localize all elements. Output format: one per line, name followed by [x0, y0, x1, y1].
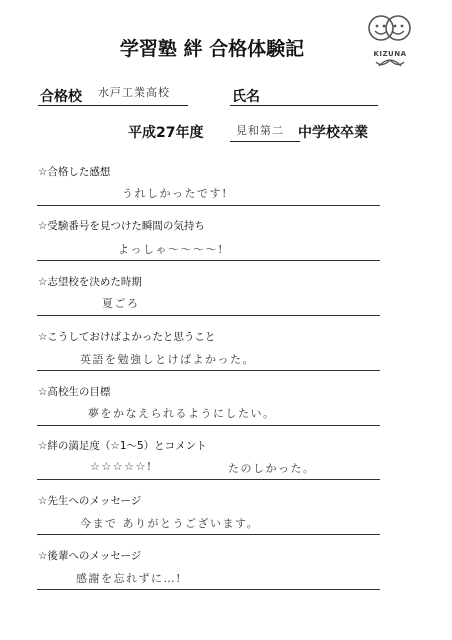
answer-text: 今まで ありがとうございます。 [80, 517, 260, 530]
answer-line [37, 370, 380, 371]
answer-text: うれしかったです! [122, 187, 228, 200]
school-rule [38, 105, 188, 106]
answer-text: 夢をかなえられるようにしたい。 [88, 407, 276, 420]
question-label: ☆先生へのメッセージ [38, 495, 142, 507]
kizuna-logo [362, 10, 418, 72]
answer-line [37, 479, 380, 480]
question-label: ☆こうしておけばよかったと思うこと [38, 331, 216, 343]
question-label: ☆志望校を決めた時期 [38, 276, 142, 288]
answer-text: 夏ごろ [102, 297, 140, 310]
middle-school-rule [230, 141, 300, 142]
answer-line [37, 589, 380, 590]
question-label: ☆合格した感想 [38, 166, 111, 178]
question-label: ☆後輩へのメッセージ [38, 550, 142, 562]
graduation-label: 中学校卒業 [298, 125, 368, 141]
name-rule [230, 105, 378, 106]
answer-line [37, 425, 380, 426]
answer-line [37, 315, 380, 316]
answer-text: 英語を勉強しとけばよかった。 [80, 353, 255, 366]
answer-text: よっしゃ〜〜〜〜! [118, 243, 224, 256]
question-label: ☆受験番号を見つけた瞬間の気持ち [38, 220, 205, 232]
name-label: 氏名 [232, 89, 260, 105]
answer-text: たのしかった。 [228, 462, 316, 475]
question-label: ☆絆の満足度（☆1〜5）とコメント [38, 440, 207, 452]
year-label: 平成27年度 [128, 125, 204, 141]
page-title: 学習塾 絆 合格体験記 [119, 38, 305, 60]
answer-line [37, 534, 380, 535]
middle-school-value: 見和第二 [236, 124, 284, 137]
answer-line [37, 205, 380, 206]
school-value: 水戸工業高校 [98, 86, 170, 99]
answer-text: 感謝を忘れずに…! [76, 572, 182, 585]
rating-stars: ☆☆☆☆☆! [90, 460, 153, 473]
school-label: 合格校 [40, 89, 82, 105]
logo-text: KIZUNA [373, 50, 407, 58]
answer-line [37, 260, 380, 261]
smiley-faces-icon [362, 10, 418, 72]
question-label: ☆高校生の目標 [38, 386, 111, 398]
